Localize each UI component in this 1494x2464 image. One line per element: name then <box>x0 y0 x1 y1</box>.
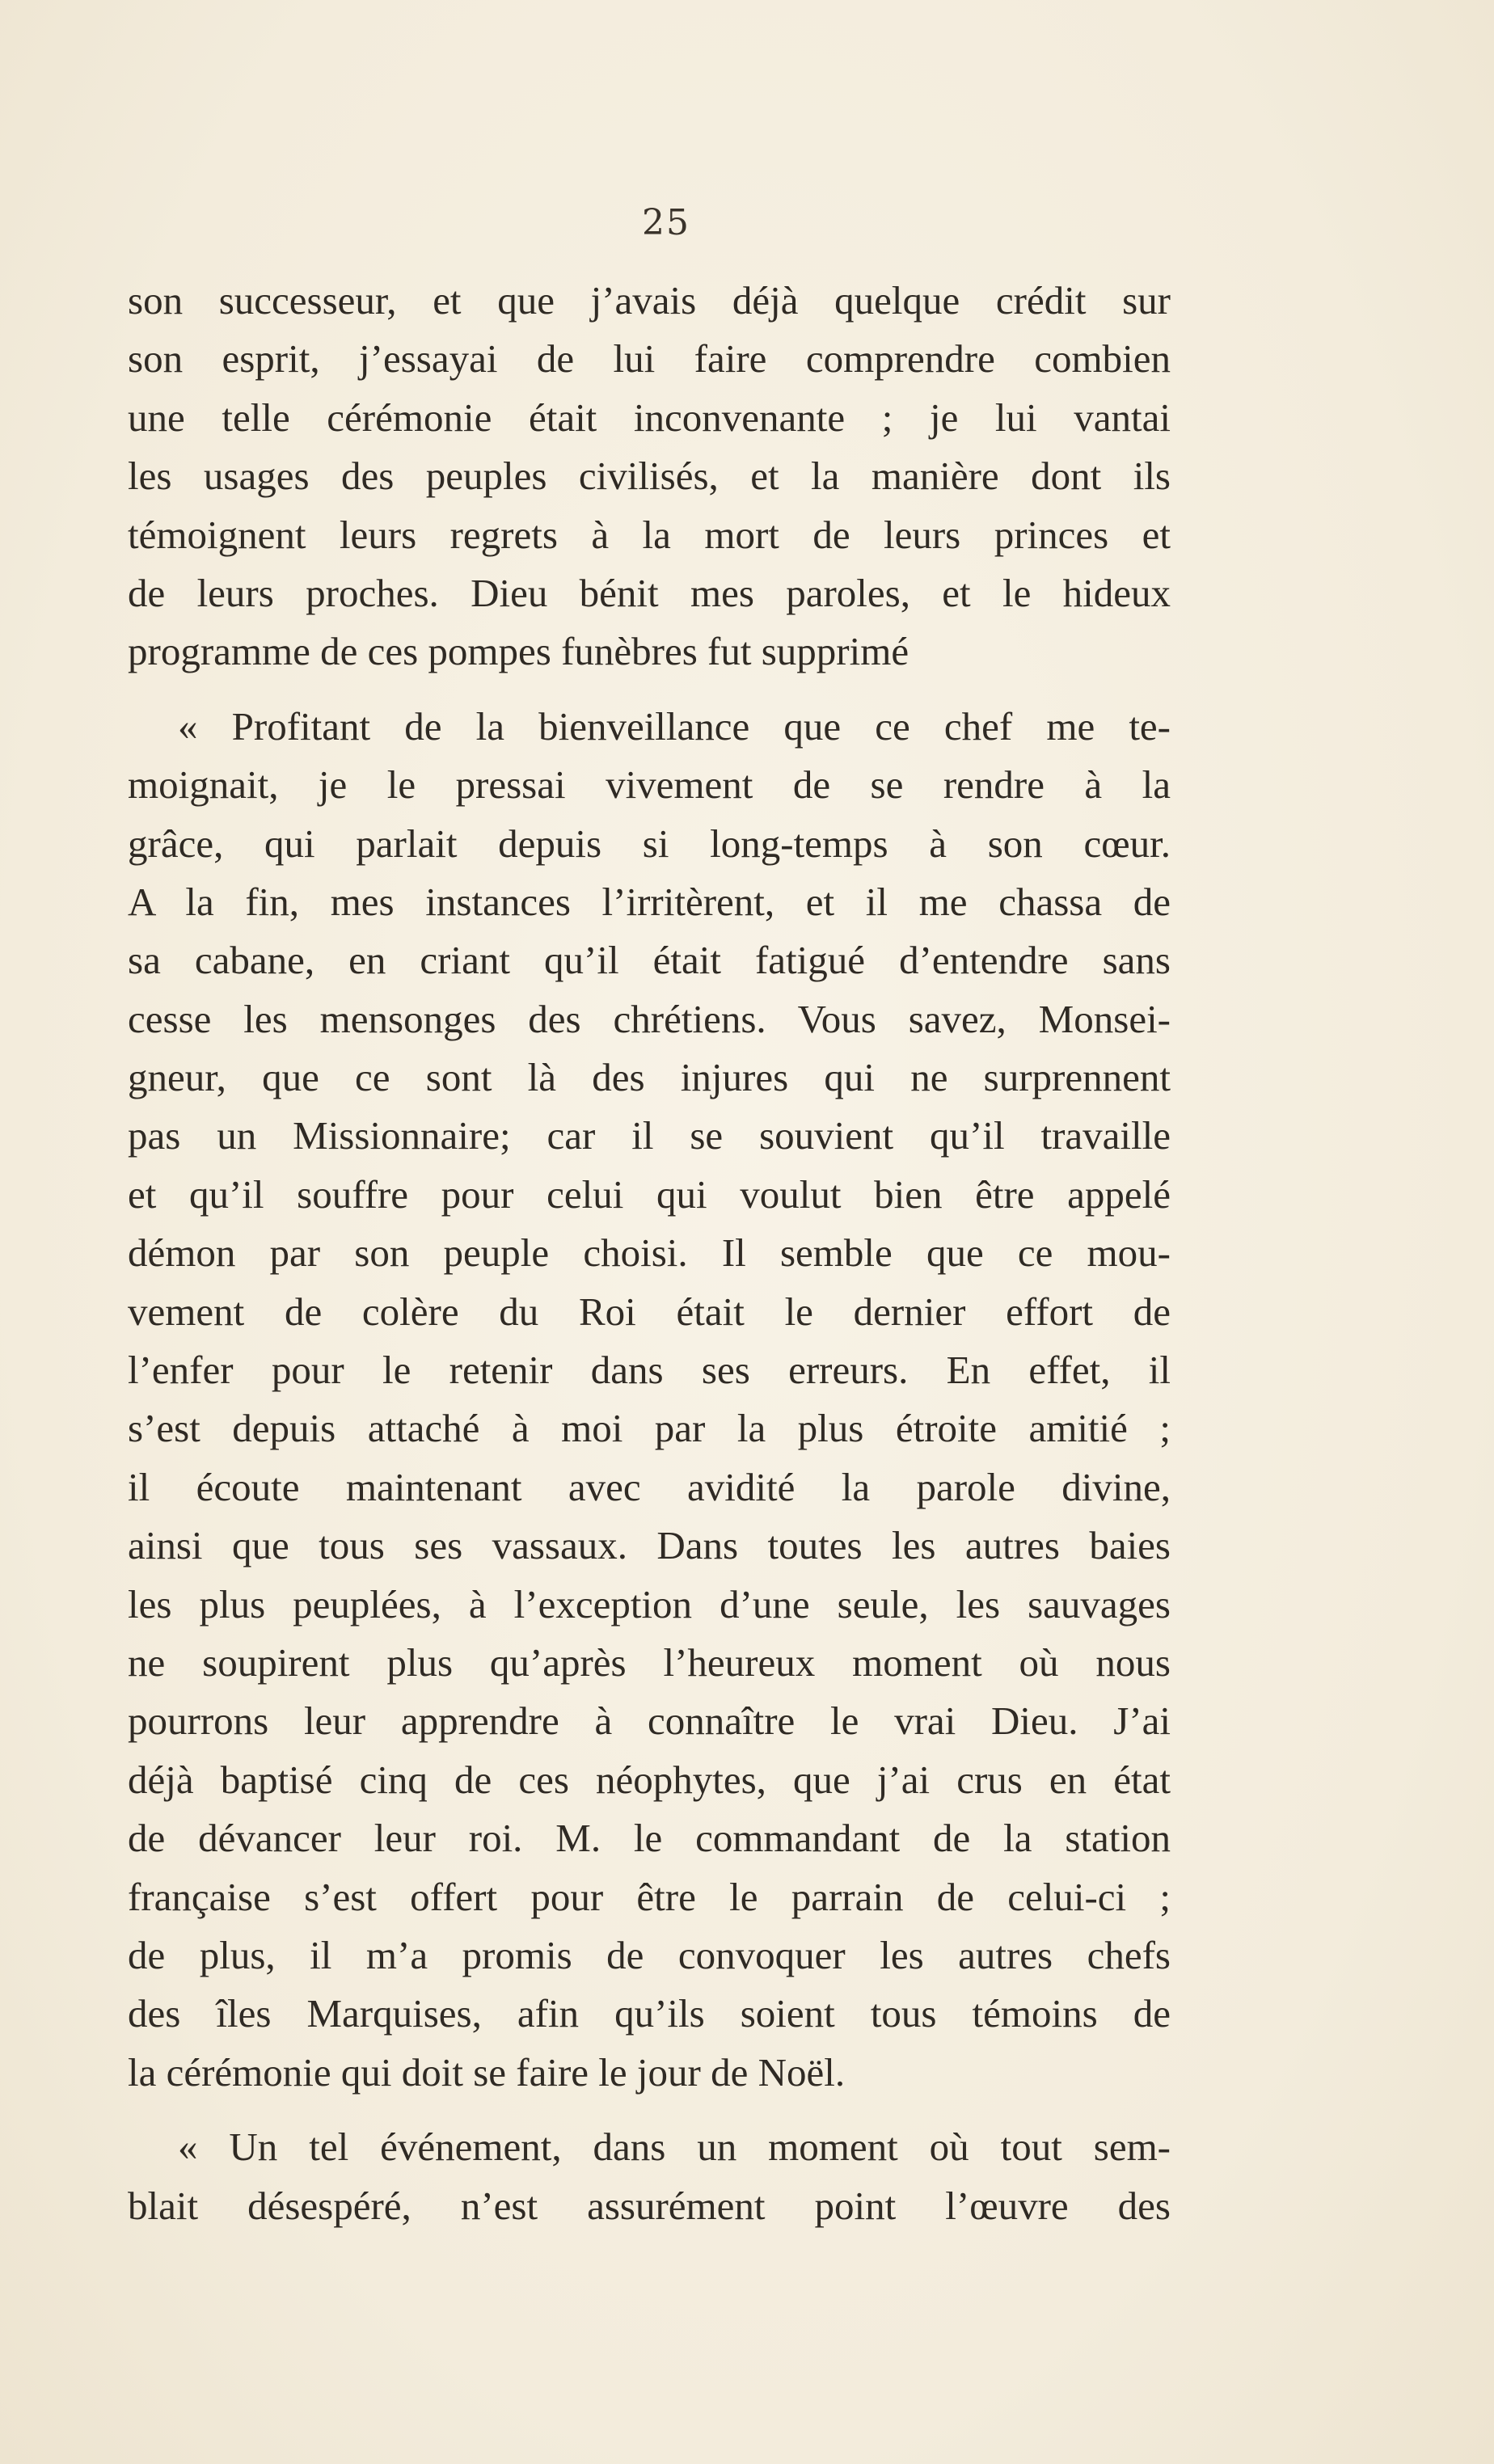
text-line: de plus, il m’a promis de convoquer les autres chefs <box>128 1932 1171 1977</box>
text-line: l’enfer pour le retenir dans ses erreurs. En effet, il <box>128 1348 1171 1393</box>
text-line: française s’est offert pour être le parrain de celui-ci ; <box>128 1874 1171 1919</box>
text-line: blait désespéré, n’est assurément point l’œuvre des <box>128 2183 1171 2228</box>
text-line: une telle cérémonie était inconvenante ; je lui vantai <box>128 394 1171 440</box>
text-line: de dévancer leur roi. M. le commandant de la station <box>128 1816 1171 1861</box>
text-line: de leurs proches. Dieu bénit mes paroles, et le hideux <box>128 570 1171 615</box>
text-line: A la fin, mes instances l’irritèrent, et il me chassa de <box>128 879 1171 924</box>
text-line: déjà baptisé cinq de ces néophytes, que j’ai crus en état <box>128 1757 1171 1802</box>
text-line: les plus peuplées, à l’exception d’une seule, les sauvages <box>128 1581 1171 1626</box>
text-line: pas un Missionnaire; car il se souvient qu’il travaille <box>128 1113 1171 1158</box>
text-line: programme de ces pompes funèbres fut supprimé <box>128 629 909 674</box>
paragraph-3 <box>128 2118 1171 2235</box>
text-line: sa cabane, en criant qu’il était fatigué d’entendre sans <box>128 938 1171 983</box>
text-line: il écoute maintenant avec avidité la parole divine, <box>128 1464 1171 1509</box>
text-line: gneur, que ce sont là des injures qui ne surprennent <box>128 1055 1171 1100</box>
text-line: grâce, qui parlait depuis si long-temps à son cœur. <box>128 821 1171 866</box>
text-line: vement de colère du Roi était le dernier effort de <box>128 1289 1171 1334</box>
text-line: son esprit, j’essayai de lui faire comprendre combien <box>128 336 1171 382</box>
text-line: et qu’il souffre pour celui qui voulut bien être appelé <box>128 1171 1171 1217</box>
text-line: pourrons leur apprendre à connaître le vrai Dieu. J’ai <box>128 1698 1171 1744</box>
text-line: « Un tel événement, dans un moment où tout sem- <box>178 2124 1171 2170</box>
page-number: 25 <box>642 202 690 243</box>
text-line: les usages des peuples civilisés, et la manière dont ils <box>128 454 1171 499</box>
text-line: témoignent leurs regrets à la mort de leurs princes et <box>128 512 1171 557</box>
text-line: ainsi que tous ses vassaux. Dans toutes les autres baies <box>128 1523 1171 1568</box>
text-line: cesse les mensonges des chrétiens. Vous savez, Monsei- <box>128 996 1171 1041</box>
text-line: des îles Marquises, afin qu’ils soient tous témoins de <box>128 1991 1171 2036</box>
paragraph-1 <box>128 272 1171 681</box>
text-line: la cérémonie qui doit se faire le jour de Noël. <box>128 2049 846 2095</box>
paragraph-2 <box>128 698 1171 2102</box>
text-line: « Profitant de la bienveillance que ce chef me te- <box>178 703 1171 749</box>
text-line: démon par son peuple choisi. Il semble que ce mou- <box>128 1230 1171 1276</box>
text-line: moignait, je le pressai vivement de se rendre à la <box>128 762 1171 808</box>
text-line: son successeur, et que j’avais déjà quelque crédit sur <box>128 278 1171 323</box>
text-line: ne soupirent plus qu’après l’heureux moment où nous <box>128 1639 1171 1685</box>
text-line: s’est depuis attaché à moi par la plus étroite amitié ; <box>128 1406 1171 1451</box>
body-text <box>128 272 1171 2235</box>
